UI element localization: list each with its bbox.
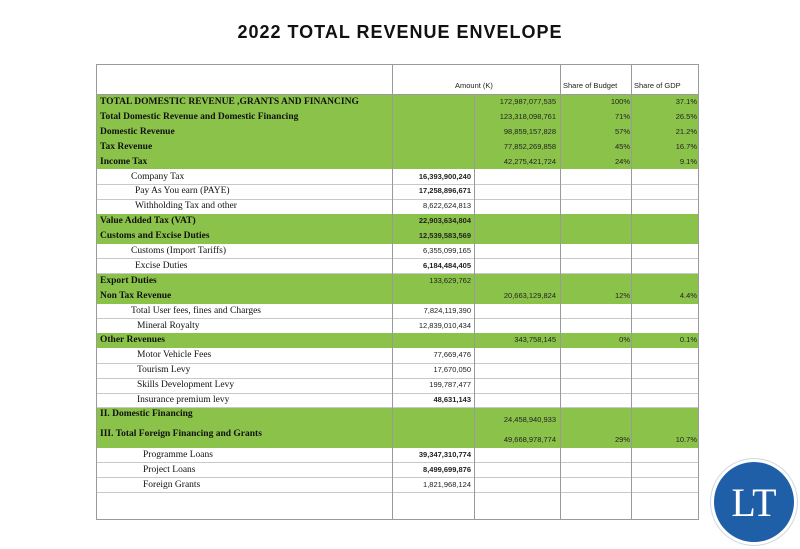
row-label: Pay As You earn (PAYE) xyxy=(135,186,230,197)
row-label: Customs and Excise Duties xyxy=(100,231,210,242)
cell-amount: 17,670,050 xyxy=(433,365,471,375)
cell-share-budget: 29% xyxy=(614,434,630,444)
cell-amount: 77,669,476 xyxy=(433,350,471,360)
cell-amount: 133,629,762 xyxy=(429,275,471,285)
cell-amount: 12,839,010,434 xyxy=(418,320,471,330)
row-label: Tax Revenue xyxy=(100,141,153,152)
row-label: II. Domestic Financing xyxy=(100,408,193,419)
cell-amount: 22,903,634,804 xyxy=(418,216,471,226)
cell-subtotal: 24,458,940,933 xyxy=(503,414,556,424)
table-row xyxy=(97,155,698,170)
cell-share-gdp: 37.1% xyxy=(675,97,697,106)
cell-share-budget: 12% xyxy=(614,290,630,300)
row-label: Programme Loans xyxy=(143,449,213,460)
row-label: Income Tax xyxy=(100,156,148,167)
row-label: Withholding Tax and other xyxy=(135,201,237,212)
table-row xyxy=(97,363,698,378)
cell-share-budget: 0% xyxy=(619,335,630,345)
cell-share-gdp: 16.7% xyxy=(675,141,697,151)
cell-subtotal: 77,852,269,858 xyxy=(503,141,556,151)
table-row xyxy=(97,140,698,155)
row-label: Domestic Revenue xyxy=(100,126,175,137)
cell-amount: 17,258,896,671 xyxy=(418,186,471,196)
row-label: Motor Vehicle Fees xyxy=(137,350,212,361)
cell-amount: 199,787,477 xyxy=(429,380,471,390)
cell-amount: 6,184,484,405 xyxy=(423,260,471,270)
table-row xyxy=(97,333,698,348)
row-label: Mineral Royalty xyxy=(137,320,200,331)
row-label: Company Tax xyxy=(131,171,185,182)
table-row xyxy=(97,319,698,334)
cell-subtotal: 49,668,978,774 xyxy=(503,434,556,444)
cell-subtotal: 42,275,421,724 xyxy=(503,156,556,166)
table-row xyxy=(97,448,698,463)
cell-subtotal: 20,663,129,824 xyxy=(503,290,556,300)
cell-share-budget: 71% xyxy=(614,111,630,121)
row-label: Value Added Tax (VAT) xyxy=(100,216,196,227)
cell-share-gdp: 4.4% xyxy=(679,290,697,300)
row-divider xyxy=(97,492,698,493)
table-row xyxy=(97,259,698,274)
row-label: Tourism Levy xyxy=(137,365,191,376)
cell-subtotal: 343,758,145 xyxy=(514,335,556,345)
row-label: Other Revenues xyxy=(100,335,165,346)
row-label: Non Tax Revenue xyxy=(100,290,172,301)
table-row xyxy=(97,110,698,125)
cell-share-budget: 57% xyxy=(614,126,630,136)
row-label: TOTAL DOMESTIC REVENUE ,GRANTS AND FINANCING xyxy=(100,97,359,107)
table-row xyxy=(97,463,698,478)
table-row xyxy=(97,289,698,304)
table-row xyxy=(97,244,698,259)
table-row xyxy=(97,378,698,393)
cell-amount: 8,622,624,813 xyxy=(423,201,471,211)
row-label: Foreign Grants xyxy=(143,479,201,490)
cell-subtotal: 123,318,098,761 xyxy=(499,111,556,121)
cell-share-budget: 24% xyxy=(614,156,630,166)
column-header-share-gdp: Share of GDP xyxy=(634,81,681,90)
page-title: 2022 TOTAL REVENUE ENVELOPE xyxy=(237,22,563,42)
table-row xyxy=(97,199,698,214)
table-row xyxy=(97,304,698,319)
cell-subtotal: 98,859,157,828 xyxy=(503,126,556,136)
cell-amount: 6,355,099,165 xyxy=(423,246,471,255)
row-label: Insurance premium levy xyxy=(137,395,230,405)
column-header-amount: Amount (K) xyxy=(455,81,493,90)
row-label: Project Loans xyxy=(143,464,196,475)
cell-share-gdp: 9.1% xyxy=(679,156,697,166)
site-logo xyxy=(714,462,794,542)
table-row xyxy=(97,125,698,140)
table-row xyxy=(97,95,698,110)
column-divider xyxy=(631,65,632,519)
table-row xyxy=(97,408,698,428)
row-label: Customs (Import Tariffs) xyxy=(131,246,227,256)
cell-share-gdp: 26.5% xyxy=(675,111,697,121)
table-row xyxy=(97,393,698,408)
cell-amount: 8,499,699,876 xyxy=(423,464,471,474)
table-row xyxy=(97,348,698,363)
cell-amount: 39,347,310,774 xyxy=(418,449,471,459)
row-label: Total User fees, fines and Charges xyxy=(131,305,262,316)
cell-share-gdp: 0.1% xyxy=(679,335,697,345)
cell-amount: 48,631,143 xyxy=(433,395,471,404)
cell-amount: 7,824,119,390 xyxy=(423,305,471,315)
table-header xyxy=(97,65,698,95)
table-row xyxy=(97,274,698,289)
cell-share-budget: 100% xyxy=(610,97,630,106)
row-label: Skills Development Levy xyxy=(137,380,235,391)
cell-amount: 1,821,968,124 xyxy=(423,479,471,489)
row-label: Total Domestic Revenue and Domestic Financing xyxy=(100,111,299,122)
column-divider xyxy=(392,65,393,519)
table-row xyxy=(97,229,698,244)
cell-share-budget: 45% xyxy=(614,141,630,151)
cell-amount: 12,539,583,569 xyxy=(418,231,471,241)
column-divider xyxy=(474,95,475,519)
table-row xyxy=(97,428,698,448)
table-row xyxy=(97,214,698,229)
revenue-table xyxy=(96,64,699,520)
row-label: III. Total Foreign Financing and Grants xyxy=(100,428,262,439)
column-divider xyxy=(560,65,561,519)
row-label: Excise Duties xyxy=(135,260,188,271)
cell-subtotal: 172,987,077,535 xyxy=(499,97,556,106)
table-row xyxy=(97,478,698,493)
row-label: Export Duties xyxy=(100,275,157,286)
table-row xyxy=(97,170,698,185)
cell-share-gdp: 10.7% xyxy=(675,434,697,444)
logo-text: LT xyxy=(731,480,777,525)
table-row xyxy=(97,184,698,199)
cell-amount: 16,393,900,240 xyxy=(418,171,471,181)
cell-share-gdp: 21.2% xyxy=(675,126,697,136)
column-header-share-budget: Share of Budget xyxy=(563,81,618,90)
